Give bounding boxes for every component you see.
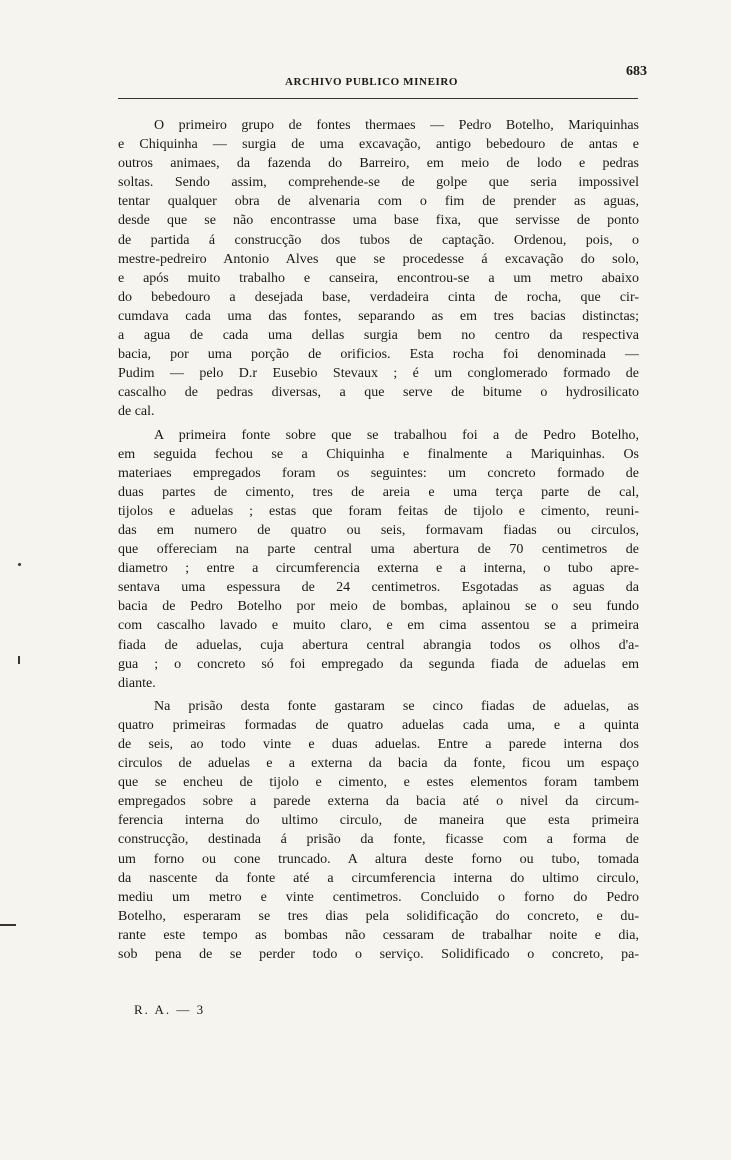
text-line: bacia de Pedro Botelho por meio de bombas, aplainou se o seu fundo	[118, 599, 639, 615]
text-line: e após muito trabalho e canseira, encontrou-se a um metro abaixo	[118, 270, 639, 286]
text-line: Botelho, esperaram se tres dias pela solidificação do concreto, e du-	[118, 908, 639, 924]
text-line: bacia, por uma porção de orificios. Esta rocha foi denominada —	[118, 347, 639, 363]
text-line: que offereciam na parte central uma abertura de 70 centimetros de	[118, 542, 639, 558]
text-line: em seguida fechou se a Chiquinha e finalmente a Mariquinhas. Os	[118, 446, 639, 462]
margin-tick	[0, 924, 16, 926]
text-line: a agua de cada uma dellas surgia bem no centro da respectiva	[118, 328, 639, 344]
text-line: A primeira fonte sobre que se trabalhou foi a de Pedro Botelho,	[154, 427, 639, 443]
text-line: sob pena de se perder todo o serviço. Solidificado o concreto, pa-	[118, 947, 639, 963]
text-line: da nascente da fonte até a circumferencia interna do ultimo circulo,	[118, 870, 639, 886]
text-line: soltas. Sendo assim, comprehende-se de golpe que seria impossivel	[118, 175, 639, 191]
running-head: ARCHIVO PUBLICO MINEIRO	[285, 76, 459, 88]
text-line: cumdava cada uma das fontes, separando as em tres bacias distinctas;	[118, 308, 639, 324]
text-line: Na prisão desta fonte gastaram se cinco fiadas de aduelas, as	[154, 698, 639, 714]
text-line: e Chiquinha — surgia de uma excavação, antigo bebedouro de antas e	[118, 137, 639, 153]
text-line: Pudim — pelo D.r Eusebio Stevaux ; é um conglomerado formado de	[118, 366, 639, 382]
text-line: ferencia interna do ultimo circulo, de maneira que esta primeira	[118, 813, 639, 829]
margin-dot	[18, 563, 21, 566]
text-line: tijolos e aduelas ; estas que foram feitas de tijolo e cimento, reuni-	[118, 503, 639, 519]
text-line: de partida á construcção dos tubos de captação. Ordenou, pois, o	[118, 232, 639, 248]
text-line: mediu um metro e vinte centimetros. Concluido o forno do Pedro	[118, 889, 639, 905]
text-line: duas partes de cimento, tres de areia e uma terça parte de cal,	[118, 484, 639, 500]
text-line: que se encheu de tijolo e cimento, e estes elementos foram tambem	[118, 775, 639, 791]
text-line: fiada de aduelas, cuja abertura central abrangia todos os olhos d'a-	[118, 637, 639, 653]
signature-mark: R. A. — 3	[134, 1002, 206, 1017]
text-line: com cascalho lavado e muito claro, e em cima assentou se a primeira	[118, 618, 639, 634]
text-line: gua ; o concreto só foi empregado da segunda fiada de aduelas em	[118, 656, 639, 672]
body-text	[118, 116, 639, 964]
text-line: sentava uma espessura de 24 centimetros. Esgotadas as aguas da	[118, 580, 639, 596]
text-line: diante.	[118, 675, 156, 691]
text-line: construcção, destinada á prisão da fonte, ficasse com a forma de	[118, 832, 639, 848]
text-line: de cal.	[118, 404, 155, 420]
text-line: desde que se não encontrasse uma base fixa, que servisse de ponto	[118, 213, 639, 229]
page-number: 683	[626, 64, 647, 79]
text-line: materiaes empregados foram os seguintes: um concreto formado de	[118, 465, 639, 481]
text-line: outros animaes, da fazenda do Barreiro, em meio de lodo e pedras	[118, 156, 639, 172]
text-line: circulos de aduelas e a externa da bacia da fonte, ficou um espaço	[118, 756, 639, 772]
text-line: um forno ou cone truncado. A altura deste forno ou tubo, tomada	[118, 851, 639, 867]
text-line: rante este tempo as bombas não cessaram de trabalhar noite e dia,	[118, 927, 639, 943]
paragraph-3	[118, 697, 639, 964]
text-line: cascalho de pedras diversas, a que serve de bitume o hydrosilicato	[118, 385, 639, 401]
margin-dot	[18, 656, 20, 664]
text-line: quatro primeiras formadas de quatro aduelas cada uma, e a quinta	[118, 717, 639, 733]
paragraph-1	[118, 116, 639, 422]
text-line: empregados sobre a parede externa da bacia até o nivel da circum-	[118, 794, 639, 810]
text-line: de seis, ao todo vinte e duas aduelas. Entre a parede interna dos	[118, 737, 639, 752]
header-rule	[118, 98, 638, 99]
text-line: O primeiro grupo de fontes thermaes — Pedro Botelho, Mariquinhas	[154, 118, 639, 133]
text-line: das em numero de quatro ou seis, formavam fiadas ou circulos,	[118, 522, 639, 538]
text-line: mestre-pedreiro Antonio Alves que se procedesse á excavação do solo,	[118, 251, 639, 267]
text-line: diametro ; entre a circumferencia externa e a interna, o tubo apre-	[118, 561, 639, 577]
paragraph-2	[118, 426, 639, 693]
text-line: do bebedouro a desejada base, verdadeira cinta de rocha, que cir-	[118, 289, 639, 305]
text-line: tentar qualquer obra de alvenaria com o fim de prender as aguas,	[118, 194, 639, 210]
